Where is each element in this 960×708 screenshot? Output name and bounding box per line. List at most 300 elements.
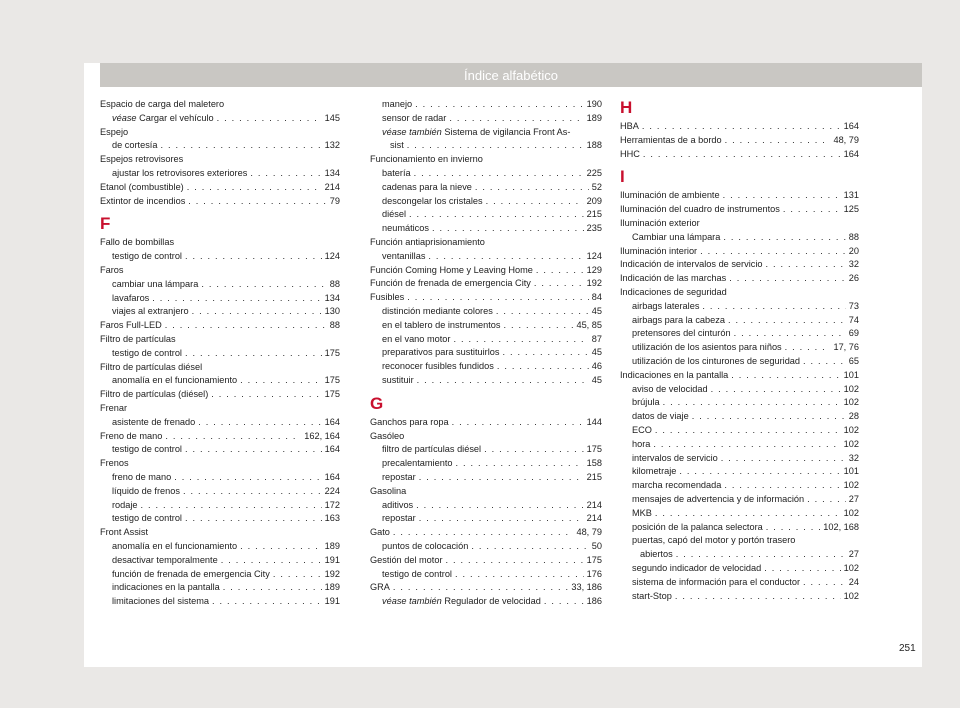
index-entry: Faros [100, 264, 124, 275]
index-entry-row [620, 258, 859, 272]
index-subentry-row [100, 471, 340, 485]
page-reference: 224 [324, 485, 340, 496]
index-subentry-row [370, 167, 602, 181]
index-entry-row [370, 416, 602, 430]
dot-leader [711, 383, 841, 397]
index-subentry-row [100, 512, 340, 526]
index-entry-row [100, 195, 340, 209]
index-entry-row [100, 181, 340, 195]
index-entry-row [370, 277, 602, 291]
dot-leader [223, 581, 322, 595]
entry-text: Iluminación del cuadro de instrumentos [620, 204, 780, 215]
entry-text [382, 595, 541, 609]
dot-leader [185, 512, 322, 526]
page-reference: 164 [324, 416, 340, 427]
page-reference: 215 [586, 209, 602, 220]
entry-text: viajes al extranjero [112, 306, 189, 317]
index-subentry-row [100, 443, 340, 457]
entry-text: testigo de control [112, 444, 182, 455]
index-entry-row [370, 291, 602, 305]
dot-leader [783, 203, 841, 217]
index-entry-row [620, 148, 859, 162]
dot-leader [728, 314, 846, 328]
index-subentry-row [620, 465, 859, 479]
entry-text: Herramientas de a bordo [620, 134, 722, 145]
entry-text: abiertos [640, 549, 673, 560]
page-reference: 73 [848, 300, 859, 311]
index-subentry: puertas, capó del motor y portón trasero [632, 535, 796, 546]
page-reference: 45 [591, 374, 602, 385]
index-subentry-row [620, 383, 859, 397]
index-entry: Frenos [100, 458, 129, 469]
section-title: Índice alfabético [464, 67, 558, 83]
dot-leader [273, 568, 322, 582]
index-subentry-row [100, 167, 340, 181]
entry-text: diésel [382, 209, 407, 220]
page-reference: 32 [848, 259, 859, 270]
index-subentry-row [100, 112, 340, 126]
entry-text: cadenas para la nieve [382, 181, 472, 192]
index-letter-heading: H [620, 98, 633, 117]
index-subentry-row [370, 443, 602, 457]
dot-leader [240, 540, 322, 554]
index-subentry-row [100, 305, 340, 319]
page-reference: 175 [586, 444, 602, 455]
dot-leader [409, 208, 584, 222]
index-subentry-row [620, 493, 859, 507]
page-reference: 175 [324, 347, 340, 358]
entry-text: rodaje [112, 499, 138, 510]
dot-leader [152, 292, 321, 306]
page-reference: 27 [848, 493, 859, 504]
index-subentry-row [620, 452, 859, 466]
index-subentry-row [100, 554, 340, 568]
page-reference: 214 [586, 499, 602, 510]
entry-text: datos de viaje [632, 411, 689, 422]
entry-text: Indicación de intervalos de servicio [620, 259, 763, 270]
see-reference-target: Cargar el vehículo [139, 112, 214, 123]
entry-text: Ganchos para ropa [370, 416, 449, 427]
dot-leader [185, 250, 322, 264]
index-subentry-row [620, 590, 859, 604]
entry-text: airbags para la cabeza [632, 314, 725, 325]
dot-leader [455, 457, 583, 471]
entry-text: sist [390, 140, 404, 151]
index-subentry-row [370, 181, 602, 195]
entry-text: testigo de control [112, 347, 182, 358]
page-reference: 26 [848, 273, 859, 284]
page-reference: 48, 79 [833, 134, 859, 145]
index-subentry-row [620, 231, 859, 245]
index-entry: Gasóleo [370, 430, 405, 441]
entry-text: Freno de mano [100, 430, 163, 441]
page-reference: 209 [586, 195, 602, 206]
entry-text: Fusibles [370, 292, 405, 303]
index-subentry-row [100, 278, 340, 292]
entry-text: en el vano motor [382, 333, 451, 344]
index-subentry-row [100, 347, 340, 361]
dot-leader [723, 189, 841, 203]
dot-leader [217, 112, 322, 126]
dot-leader [449, 112, 583, 126]
dot-leader [250, 167, 321, 181]
page-reference: 164 [843, 121, 859, 131]
dot-leader [724, 479, 840, 493]
dot-leader [471, 540, 588, 554]
entry-text: de cortesía [112, 140, 158, 151]
page-reference: 191 [324, 554, 340, 565]
index-letter-heading: I [620, 167, 625, 187]
dot-leader [803, 576, 846, 590]
index-subentry-row [620, 300, 859, 314]
entry-text: utilización de los asientos para niños [632, 342, 782, 353]
page-reference: 214 [586, 513, 602, 524]
dot-leader [484, 443, 584, 457]
page-reference: 132 [324, 140, 340, 151]
page-reference: 189 [324, 582, 340, 593]
dot-leader [486, 195, 584, 209]
index-subentry-row [100, 485, 340, 499]
dot-leader [729, 272, 846, 286]
page-reference: 101 [843, 369, 859, 380]
entry-text: precalentamiento [382, 458, 453, 469]
entry-text: preparativos para sustituirlos [382, 347, 500, 358]
entry-text: lavafaros [112, 292, 150, 303]
index-subentry-row [370, 360, 602, 374]
entry-text: Gestión del motor [370, 554, 443, 565]
index-subentry-row [620, 562, 859, 576]
entry-text: Etanol (combustible) [100, 181, 184, 192]
index-subentry-row [100, 595, 340, 609]
index-subentry-row [620, 314, 859, 328]
page-reference: 134 [324, 167, 340, 178]
page-reference: 69 [848, 328, 859, 339]
index-subentry-row [100, 139, 340, 153]
page-reference: 102 [843, 383, 859, 394]
dot-leader [653, 438, 840, 452]
page-reference: 145 [324, 112, 340, 123]
dot-leader [183, 485, 322, 499]
page-reference: 33, 186 [571, 582, 602, 593]
index-entry-row [620, 134, 859, 148]
index-entry: Front Assist [100, 527, 148, 538]
entry-text: ventanillas [382, 250, 426, 261]
page-reference: 186 [586, 596, 602, 607]
dot-leader [419, 512, 584, 526]
dot-leader [675, 590, 841, 604]
dot-leader [165, 319, 327, 333]
entry-text: función de frenada de emergencia City [112, 568, 270, 579]
dot-leader [731, 369, 840, 383]
index-see-also [370, 126, 602, 140]
page-reference: 225 [586, 167, 602, 178]
index-subentry-row [620, 396, 859, 410]
index-subentry-row [370, 305, 602, 319]
dot-leader [417, 374, 589, 388]
dot-leader [663, 396, 841, 410]
index-subentry-row [620, 438, 859, 452]
entry-text: filtro de partículas diésel [382, 444, 482, 455]
dot-leader [702, 300, 845, 314]
index-subentry-row [370, 499, 602, 513]
entry-text: Indicaciones en la pantalla [620, 369, 729, 380]
dot-leader [655, 424, 841, 438]
entry-text: ECO [632, 424, 652, 435]
page-reference: 175 [324, 375, 340, 386]
index-subentry-row [620, 355, 859, 369]
dot-leader [453, 333, 588, 347]
dot-leader [504, 319, 574, 333]
index-subentry-row [370, 208, 602, 222]
entry-text: desactivar temporalmente [112, 554, 218, 565]
dot-leader [496, 305, 589, 319]
index-subentry-row [620, 507, 859, 521]
page-reference: 192 [586, 278, 602, 289]
page-reference: 45 [591, 347, 602, 358]
entry-text: GRA [370, 582, 390, 593]
page-reference: 124 [586, 250, 602, 261]
index-subentry-row [370, 112, 602, 126]
entry-text: en el tablero de instrumentos [382, 319, 501, 330]
dot-leader [432, 222, 584, 236]
index-subentry-row [370, 333, 602, 347]
index-entry-row [370, 581, 602, 595]
dot-leader [497, 360, 589, 374]
index-subentry-row [370, 98, 602, 112]
entry-text: Función Coming Home y Leaving Home [370, 264, 533, 275]
entry-text: Cambiar una lámpara [632, 231, 721, 242]
entry-text: testigo de control [112, 251, 182, 262]
entry-text: hora [632, 438, 651, 449]
dot-leader [407, 291, 589, 305]
entry-text: segundo indicador de velocidad [632, 562, 762, 573]
entry-text: airbags laterales [632, 300, 700, 311]
page-reference: 24 [848, 576, 859, 587]
entry-text: limitaciones del sistema [112, 596, 210, 607]
entry-text: intervalos de servicio [632, 452, 718, 463]
page-reference: 102 [843, 507, 859, 518]
page-reference: 28 [848, 411, 859, 422]
page-reference: 188 [586, 140, 602, 151]
entry-text: HHC [620, 148, 640, 159]
dot-leader [174, 471, 321, 485]
entry-text: anomalía en el funcionamiento [112, 540, 238, 551]
dot-leader [393, 581, 568, 595]
dot-leader [534, 277, 584, 291]
dot-leader [212, 595, 322, 609]
index-column-3 [620, 98, 859, 603]
dot-leader [643, 148, 841, 162]
index-subentry-row [370, 595, 602, 609]
dot-leader [676, 548, 846, 562]
page-reference: 65 [848, 355, 859, 366]
dot-leader [419, 471, 584, 485]
index-subentry-row [620, 410, 859, 424]
page-reference: 88 [329, 320, 340, 331]
page-reference: 88 [329, 278, 340, 289]
dot-leader [803, 355, 846, 369]
index-entry: Espejo [100, 126, 129, 137]
dot-leader [807, 493, 846, 507]
page-reference: 134 [324, 292, 340, 303]
dot-leader [475, 181, 589, 195]
see-reference-label: véase también [382, 596, 442, 607]
index-subentry-row [100, 499, 340, 513]
dot-leader [187, 181, 322, 195]
page-reference: 17, 76 [833, 342, 859, 353]
entry-text: reconocer fusibles fundidos [382, 361, 494, 372]
entry-text: asistente de frenado [112, 416, 196, 427]
entry-text [112, 112, 214, 126]
page-reference: 32 [848, 452, 859, 463]
page-reference: 190 [586, 99, 602, 109]
page-reference: 20 [848, 245, 859, 256]
index-subentry-row [620, 521, 859, 535]
page-reference: 131 [843, 190, 859, 201]
entry-text: start-Stop [632, 590, 672, 601]
entry-text: Gato [370, 527, 390, 538]
page-reference: 191 [324, 596, 340, 607]
index-entry-row [100, 388, 340, 402]
entry-text: marcha recomendada [632, 480, 722, 491]
entry-text: Iluminación interior [620, 245, 698, 256]
index-subentry-row [620, 479, 859, 493]
page-reference: 48, 79 [576, 527, 602, 538]
index-subentry-row [370, 457, 602, 471]
entry-text: sensor de radar [382, 112, 447, 123]
page-reference: 164 [843, 148, 859, 159]
index-entry-row [620, 189, 859, 203]
page-reference: 158 [586, 458, 602, 469]
index-subentry-row [370, 471, 602, 485]
page-reference: 87 [591, 333, 602, 344]
page-reference: 215 [586, 471, 602, 482]
page-reference: 172 [324, 499, 340, 510]
index-entry-row [620, 120, 859, 134]
dot-leader [198, 416, 321, 430]
entry-text: testigo de control [112, 513, 182, 524]
page-reference: 175 [586, 554, 602, 565]
entry-text: repostar [382, 513, 416, 524]
page-reference: 74 [848, 314, 859, 325]
page-reference: 176 [586, 568, 602, 579]
dot-leader [544, 595, 584, 609]
dot-leader [734, 327, 846, 341]
index-entry-row [620, 369, 859, 383]
dot-leader [201, 278, 326, 292]
entry-text: brújula [632, 397, 660, 408]
index-subentry-row [620, 576, 859, 590]
dot-leader [655, 507, 841, 521]
entry-text: testigo de control [382, 568, 452, 579]
entry-text: freno de mano [112, 471, 172, 482]
index-entry-row [620, 245, 859, 259]
index-subentry-row [370, 568, 602, 582]
page-reference: 46 [591, 361, 602, 372]
entry-text: anomalía en el funcionamiento [112, 375, 238, 386]
page-reference: 102 [843, 562, 859, 573]
entry-text: MKB [632, 507, 652, 518]
page-reference: 102 [843, 397, 859, 408]
entry-text: distinción mediante colores [382, 305, 493, 316]
dot-leader [725, 134, 831, 148]
index-entry: Fallo de bombillas [100, 237, 175, 248]
dot-leader [415, 98, 584, 112]
index-subentry-row [370, 512, 602, 526]
dot-leader [185, 443, 322, 457]
dot-leader [692, 410, 846, 424]
page-reference: 214 [324, 181, 340, 192]
entry-text: líquido de frenos [112, 485, 180, 496]
entry-text: Extintor de incendios [100, 195, 186, 206]
index-entry-row [370, 554, 602, 568]
page-reference: 102 [843, 438, 859, 449]
page-reference: 164 [324, 471, 340, 482]
page-reference: 102 [843, 424, 859, 435]
dot-leader [185, 347, 322, 361]
entry-text: posición de la palanca selectora [632, 521, 763, 532]
entry-text: kilometraje [632, 466, 677, 477]
index-entry: Espejos retrovisores [100, 154, 184, 165]
page-reference: 235 [586, 223, 602, 234]
dot-leader [536, 264, 584, 278]
section-header [100, 63, 922, 87]
entry-text: descongelar los cristales [382, 195, 483, 206]
page-reference: 189 [586, 112, 602, 123]
entry-text: cambiar una lámpara [112, 278, 199, 289]
entry-text: sustituir [382, 374, 414, 385]
entry-text: repostar [382, 471, 416, 482]
entry-text: ajustar los retrovisores exteriores [112, 167, 248, 178]
index-entry: Frenar [100, 402, 128, 413]
dot-leader [407, 139, 584, 153]
dot-leader [700, 245, 846, 259]
page-reference: 45 [591, 305, 602, 316]
dot-leader [765, 258, 845, 272]
index-entry: Función antiaprisionamiento [370, 236, 485, 247]
entry-text: HBA [620, 121, 639, 131]
index-entry: Iluminación exterior [620, 217, 700, 228]
index-letter-heading: F [100, 214, 111, 234]
page-reference: 102 [843, 480, 859, 491]
index-entry: Gasolina [370, 485, 407, 496]
index-entry-row [620, 203, 859, 217]
index-subentry-row [370, 195, 602, 209]
see-reference-target: Sistema de vigilancia Front As- [444, 126, 571, 137]
index-subentry-row [370, 139, 602, 153]
entry-text: puntos de colocación [382, 540, 469, 551]
dot-leader [416, 499, 584, 513]
page-reference: 45, 85 [576, 319, 602, 330]
dot-leader [393, 526, 574, 540]
entry-text: neumáticos [382, 223, 429, 234]
page-reference: 130 [324, 306, 340, 317]
index-subentry-row [100, 568, 340, 582]
index-subentry-row [100, 250, 340, 264]
page-reference: 163 [324, 513, 340, 524]
index-entry-row [100, 319, 340, 333]
index-entry-row [620, 272, 859, 286]
page-reference: 164 [324, 444, 340, 455]
dot-leader [165, 430, 301, 444]
page-reference: 125 [843, 204, 859, 215]
dot-leader [642, 120, 841, 134]
dot-leader [160, 139, 321, 153]
entry-text: Faros Full-LED [100, 320, 162, 331]
page-reference: 144 [586, 416, 602, 427]
page-reference: 189 [324, 540, 340, 551]
index-subentry-row [100, 416, 340, 430]
